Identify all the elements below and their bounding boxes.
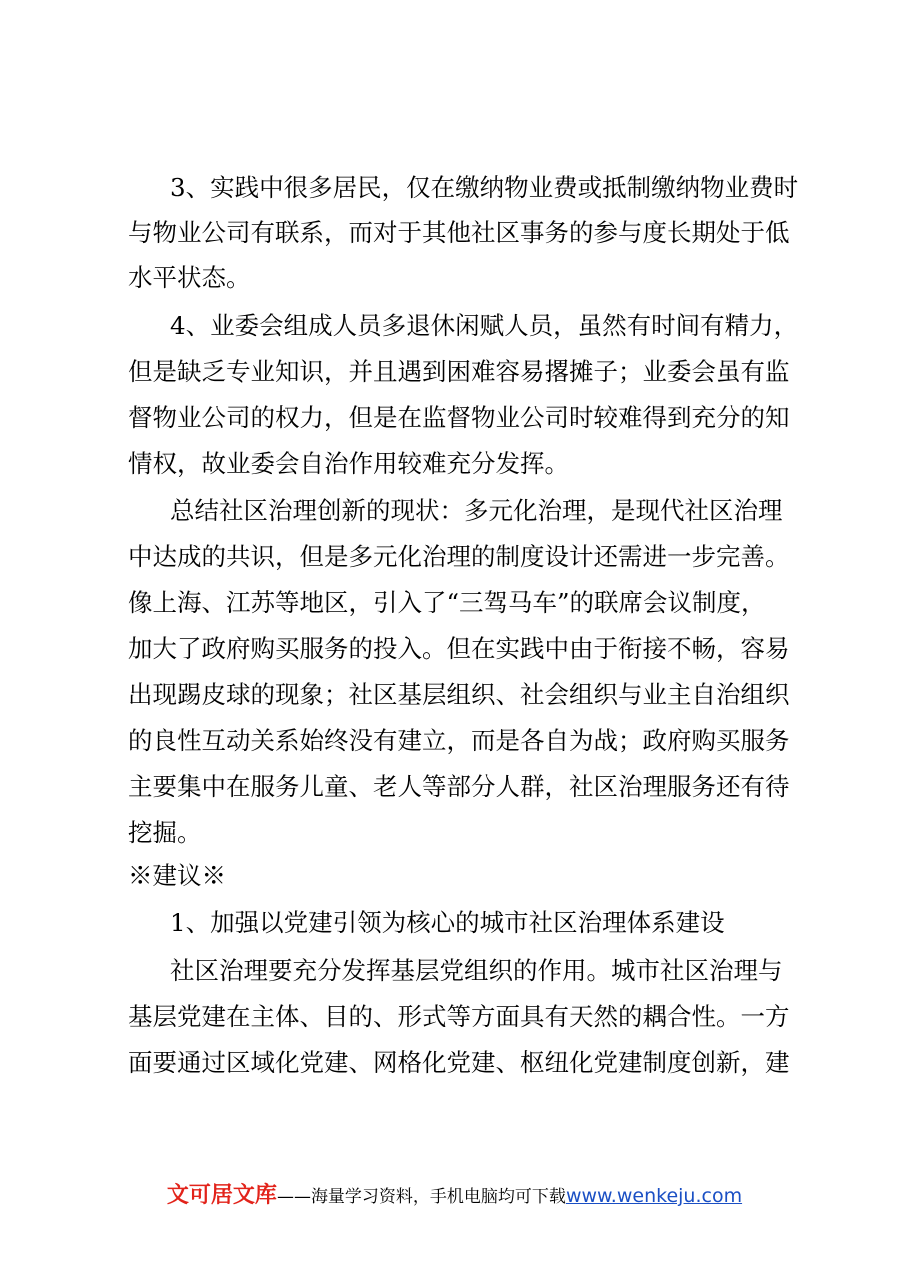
section-heading: ※建议※ bbox=[128, 861, 226, 890]
text-line: 4、业委会组成人员多退休闲赋人员，虽然有时间有精力， bbox=[170, 311, 799, 340]
text-line: 面要通过区域化党建、网格化党建、枢纽化党建制度创新，建 bbox=[128, 1048, 790, 1077]
subsection-heading: 1、加强以党建引领为核心的城市社区治理体系建设 bbox=[170, 908, 725, 937]
page-footer bbox=[0, 1181, 909, 1212]
text-line: 总结社区治理创新的现状：多元化治理，是现代社区治理 bbox=[170, 496, 783, 525]
text-line: 3、实践中很多居民，仅在缴纳物业费或抵制缴纳物业费时 bbox=[170, 173, 799, 202]
text-line: 督物业公司的权力，但是在监督物业公司时较难得到充分的知 bbox=[128, 403, 790, 432]
text-line: 出现踢皮球的现象；社区基层组织、社会组织与业主自治组织 bbox=[128, 680, 790, 709]
text-line: 情权，故业委会自治作用较难充分发挥。 bbox=[128, 449, 569, 478]
footer-url-link[interactable]: www.wenkeju.com bbox=[565, 1185, 743, 1207]
text-line: 挖掘。 bbox=[128, 818, 202, 847]
text-line: 基层党建在主体、目的、形式等方面具有天然的耦合性。一方 bbox=[128, 1002, 790, 1031]
text-line: 主要集中在服务儿童、老人等部分人群，社区治理服务还有待 bbox=[128, 772, 790, 801]
text-line: 社区治理要充分发挥基层党组织的作用。城市社区治理与 bbox=[170, 956, 783, 985]
text-line: 像上海、江苏等地区，引入了“三驾马车”的联席会议制度， bbox=[128, 588, 766, 617]
footer-brand: 文可居文库 bbox=[166, 1183, 277, 1208]
text-line: 但是缺乏专业知识，并且遇到困难容易撂摊子；业委会虽有监 bbox=[128, 357, 790, 386]
text-line: 加大了政府购买服务的投入。但在实践中由于衔接不畅，容易 bbox=[128, 634, 790, 663]
text-line: 中达成的共识，但是多元化治理的制度设计还需进一步完善。 bbox=[128, 542, 790, 571]
text-line: 与物业公司有联系，而对于其他社区事务的参与度长期处于低 bbox=[128, 218, 790, 247]
text-line: 的良性互动关系始终没有建立，而是各自为战；政府购买服务 bbox=[128, 726, 790, 755]
footer-slogan: ——海量学习资料，手机电脑均可下载 bbox=[276, 1187, 566, 1207]
text-line: 水平状态。 bbox=[128, 263, 251, 292]
